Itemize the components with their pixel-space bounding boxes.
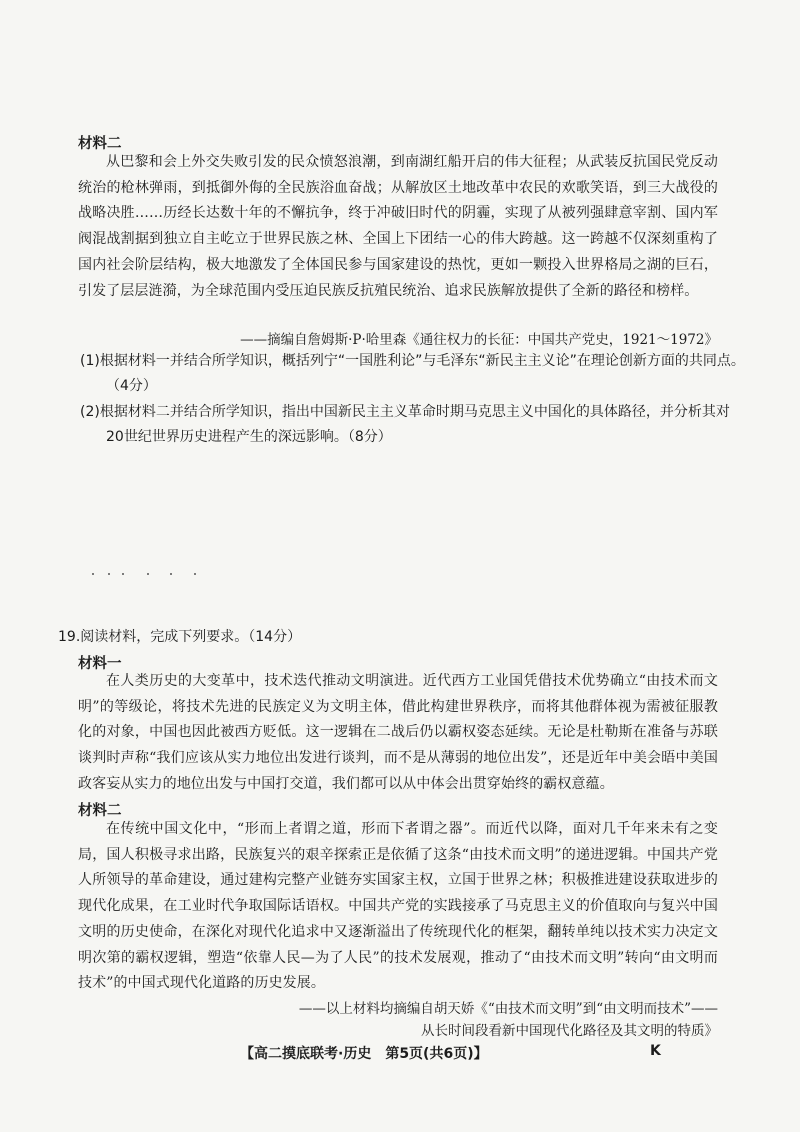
question-18-2: (2)根据材料二并结合所学知识，指出中国新民主主义革命时期马克思主义中国化的具体路径，并分析其对20世纪世界历史进程产生的深远影响。（8分）: [80, 404, 730, 445]
material-2-text: 从巴黎和会上外交失败引发的民众愤怒浪潮，到南湖红船开启的伟大征程；从武装反抗国民党反动统治的枪林弹雨，到抵御外侮的全民族浴血奋战；从解放区土地改革中农民的欢歌笑语，到三大战役的战略决胜……历经长达数十年的不懈抗争，终于冲破旧时代的阴霾，实现了从被列强肆意宰割、国内军阀混战割据到独立自主屹立于世界民族之林、全国上下团结一心的伟大跨越。这一跨越不仅深刻重构了国内社会阶层结构，极大地激发了全体国民参与国家建设的热忱，更如一颗投入世界格局之湖的巨石，引发了层层涟漪，为全球范围内受压迫民族反抗殖民统治、追求民族解放提供了全新的路径和榜样。: [78, 154, 718, 299]
material-2b-heading: 材料二: [78, 803, 122, 819]
question-19-source-line1: ——以上材料均摘编自胡天娇《“由技术而文明”到“由文明而技术”——: [298, 1001, 718, 1017]
material-1-heading: 材料一: [78, 656, 122, 672]
footer-code: K: [650, 1043, 661, 1059]
question-19-source-line2: 从长时间段看新中国现代化路径及其文明的特质》: [421, 1023, 718, 1039]
question-19-title: 19.阅读材料，完成下列要求。（14分）: [58, 629, 302, 645]
question-18-1: (1)根据材料一并结合所学知识，概括列宁“一国胜利论”与毛泽东“新民主主义论”在理论创新方面的共同点。（4分）: [80, 353, 745, 394]
material-1-text: 在人类历史的大变革中，技术迭代推动文明演进。近代西方工业国凭借技术优势确立“由技术而文明”的等级论，将技术先进的民族定义为文明主体，借此构建世界秩序，而将其他群体视为需被征服教化的对象，中国也因此被西方贬低。这一逻辑在二战后仍以霸权姿态延续。无论是杜勒斯在准备与苏联谈判时声称“我们应该从实力地位出发进行谈判，而不是从薄弱的地位出发”，还是近年中美会晤中美国政客妄从实力的地位出发与中国打交道，我们都可以从中体会出贯穿始终的霸权意蕴。: [78, 673, 718, 792]
material-2b-text: 在传统中国文化中，“形而上者谓之道，形而下者谓之器”。而近代以降，面对几千年来未有之变局，国人积极寻求出路，民族复兴的艰辛探索正是依循了这条“由技术而文明”的递进逻辑。中国共产党人所领导的革命建设，通过建构完整产业链夯实国家主权，立国于世界之林；积极推进建设获取进步的现代化成果，在工业时代争取国际话语权。中国共产党的实践接承了马克思主义的价值取向与复兴中国文明的历史使命，在深化对现代化追求中又逐渐溢出了传统现代化的框架，翻转单纯以技术实力决定文明次第的霸权逻辑，塑造“依靠人民—为了人民”的技术发展观，推动了“由技术而文明”转向“由文明而技术”的中国式现代化道路的历史发展。: [78, 821, 718, 992]
material-2-source: ——摘编自詹姆斯·P·哈里森《通往权力的长征：中国共产党史，1921～1972》: [240, 332, 718, 348]
scan-specks: [92, 571, 232, 579]
footer-label: 【高二摸底联考·历史 第5页(共6页)】: [240, 1046, 488, 1062]
material-2-heading: 材料二: [78, 136, 122, 152]
